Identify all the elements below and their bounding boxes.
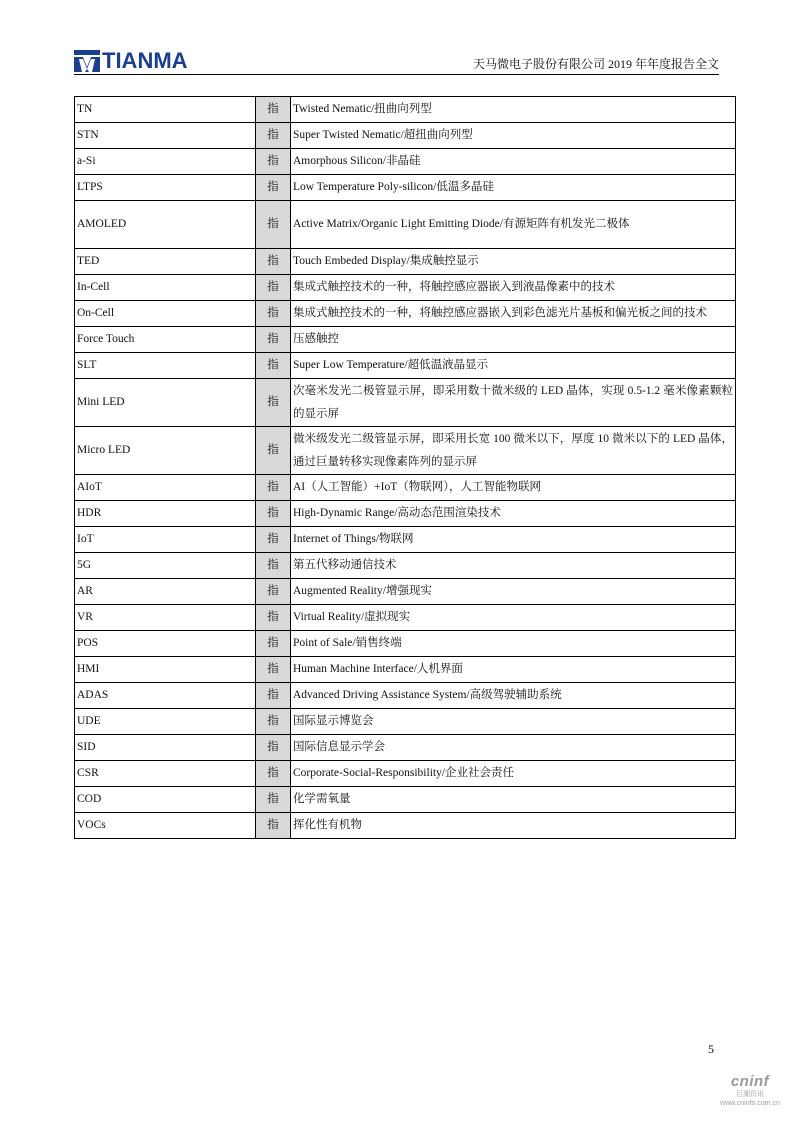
term-cell: HDR [75, 501, 256, 527]
table-row [75, 379, 736, 427]
definition-cell: Active Matrix/Organic Light Emitting Diode/有源矩阵有机发光二极体 [291, 201, 736, 249]
refers-to-cell: 指 [256, 579, 291, 605]
table-row [75, 97, 736, 123]
table-row [75, 761, 736, 787]
table-row [75, 501, 736, 527]
glossary-table [74, 96, 736, 839]
table-row [75, 657, 736, 683]
cninfo-chinese-name: 巨潮资讯 [736, 1090, 764, 1098]
refers-to-cell: 指 [256, 683, 291, 709]
term-cell: UDE [75, 709, 256, 735]
refers-to-cell: 指 [256, 301, 291, 327]
definition-cell: 集成式触控技术的一种，将触控感应器嵌入到液晶像素中的技术 [291, 275, 736, 301]
term-cell: HMI [75, 657, 256, 683]
definition-cell: Super Low Temperature/超低温液晶显示 [291, 353, 736, 379]
refers-to-cell: 指 [256, 353, 291, 379]
refers-to-cell: 指 [256, 553, 291, 579]
table-row [75, 709, 736, 735]
definition-cell: Human Machine Interface/人机界面 [291, 657, 736, 683]
refers-to-cell: 指 [256, 379, 291, 427]
table-row [75, 579, 736, 605]
refers-to-cell: 指 [256, 605, 291, 631]
term-cell: Micro LED [75, 427, 256, 475]
refers-to-cell: 指 [256, 275, 291, 301]
tianma-logo [74, 50, 188, 72]
definition-cell: Touch Embeded Display/集成触控显示 [291, 249, 736, 275]
term-cell: Force Touch [75, 327, 256, 353]
definition-cell: 国际显示博览会 [291, 709, 736, 735]
table-row [75, 353, 736, 379]
table-row [75, 631, 736, 657]
table-row [75, 735, 736, 761]
term-cell: 5G [75, 553, 256, 579]
page-number: 5 [708, 1042, 714, 1056]
definition-cell: 国际信息显示学会 [291, 735, 736, 761]
cninfo-url: www.cninfo.com.cn [720, 1100, 780, 1107]
refers-to-cell: 指 [256, 709, 291, 735]
term-cell: SLT [75, 353, 256, 379]
definition-cell: Point of Sale/销售终端 [291, 631, 736, 657]
definition-cell: Corporate-Social-Responsibility/企业社会责任 [291, 761, 736, 787]
term-cell: TN [75, 97, 256, 123]
table-row [75, 201, 736, 249]
table-row [75, 249, 736, 275]
definition-cell: 集成式触控技术的一种，将触控感应器嵌入到彩色滤光片基板和偏光板之间的技术 [291, 301, 736, 327]
table-row [75, 275, 736, 301]
tianma-logo-icon [74, 50, 100, 72]
definition-cell: 第五代移动通信技术 [291, 553, 736, 579]
definition-cell: 次毫米发光二极管显示屏，即采用数十微米级的 LED 晶体，实现 0.5-1.2 毫米像素颗粒的显示屏 [291, 379, 736, 427]
term-cell: LTPS [75, 175, 256, 201]
term-cell: CSR [75, 761, 256, 787]
definition-cell: Twisted Nematic/扭曲向列型 [291, 97, 736, 123]
page-header [74, 48, 719, 75]
definition-cell: Internet of Things/物联网 [291, 527, 736, 553]
refers-to-cell: 指 [256, 735, 291, 761]
term-cell: POS [75, 631, 256, 657]
term-cell: On-Cell [75, 301, 256, 327]
definition-cell: Super Twisted Nematic/超扭曲向列型 [291, 123, 736, 149]
definition-cell: 挥化性有机物 [291, 813, 736, 839]
cninfo-brand: cninf [730, 1073, 770, 1090]
refers-to-cell: 指 [256, 327, 291, 353]
term-cell: AMOLED [75, 201, 256, 249]
table-row [75, 475, 736, 501]
refers-to-cell: 指 [256, 813, 291, 839]
refers-to-cell: 指 [256, 475, 291, 501]
refers-to-cell: 指 [256, 501, 291, 527]
refers-to-cell: 指 [256, 631, 291, 657]
term-cell: ADAS [75, 683, 256, 709]
document-title: 天马微电子股份有限公司 2019 年年度报告全文 [472, 57, 719, 71]
table-row [75, 149, 736, 175]
table-row [75, 527, 736, 553]
definition-cell: 化学需氧量 [291, 787, 736, 813]
term-cell: SID [75, 735, 256, 761]
refers-to-cell: 指 [256, 427, 291, 475]
term-cell: COD [75, 787, 256, 813]
term-cell: a-Si [75, 149, 256, 175]
term-cell: In-Cell [75, 275, 256, 301]
table-row [75, 427, 736, 475]
table-row [75, 175, 736, 201]
term-cell: TED [75, 249, 256, 275]
definition-cell: Advanced Driving Assistance System/高级驾驶辅助系统 [291, 683, 736, 709]
definition-cell: Amorphous Silicon/非晶硅 [291, 149, 736, 175]
table-row [75, 605, 736, 631]
term-cell: Mini LED [75, 379, 256, 427]
table-row [75, 123, 736, 149]
definition-cell: High-Dynamic Range/高动态范围渲染技术 [291, 501, 736, 527]
table-row [75, 787, 736, 813]
definition-cell: Low Temperature Poly-silicon/低温多晶硅 [291, 175, 736, 201]
refers-to-cell: 指 [256, 761, 291, 787]
refers-to-cell: 指 [256, 175, 291, 201]
definition-cell: Virtual Reality/虚拟现实 [291, 605, 736, 631]
table-row [75, 553, 736, 579]
refers-to-cell: 指 [256, 201, 291, 249]
table-row [75, 813, 736, 839]
term-cell: VR [75, 605, 256, 631]
definition-cell: 微米级发光二级管显示屏，即采用长宽 100 微米以下，厚度 10 微米以下的 LED 晶体，通过巨量转移实现像素阵列的显示屏 [291, 427, 736, 475]
refers-to-cell: 指 [256, 787, 291, 813]
table-row [75, 301, 736, 327]
logo-text: TIANMA [102, 48, 188, 73]
term-cell: IoT [75, 527, 256, 553]
refers-to-cell: 指 [256, 149, 291, 175]
term-cell: VOCs [75, 813, 256, 839]
cninfo-watermark [714, 1074, 786, 1108]
definition-cell: Augmented Reality/增强现实 [291, 579, 736, 605]
definition-cell: 压感触控 [291, 327, 736, 353]
refers-to-cell: 指 [256, 527, 291, 553]
refers-to-cell: 指 [256, 97, 291, 123]
table-row [75, 327, 736, 353]
refers-to-cell: 指 [256, 123, 291, 149]
term-cell: AR [75, 579, 256, 605]
definition-cell: AI（人工智能）+IoT（物联网），人工智能物联网 [291, 475, 736, 501]
glossary-body [75, 97, 736, 839]
refers-to-cell: 指 [256, 657, 291, 683]
term-cell: STN [75, 123, 256, 149]
refers-to-cell: 指 [256, 249, 291, 275]
table-row [75, 683, 736, 709]
term-cell: AIoT [75, 475, 256, 501]
